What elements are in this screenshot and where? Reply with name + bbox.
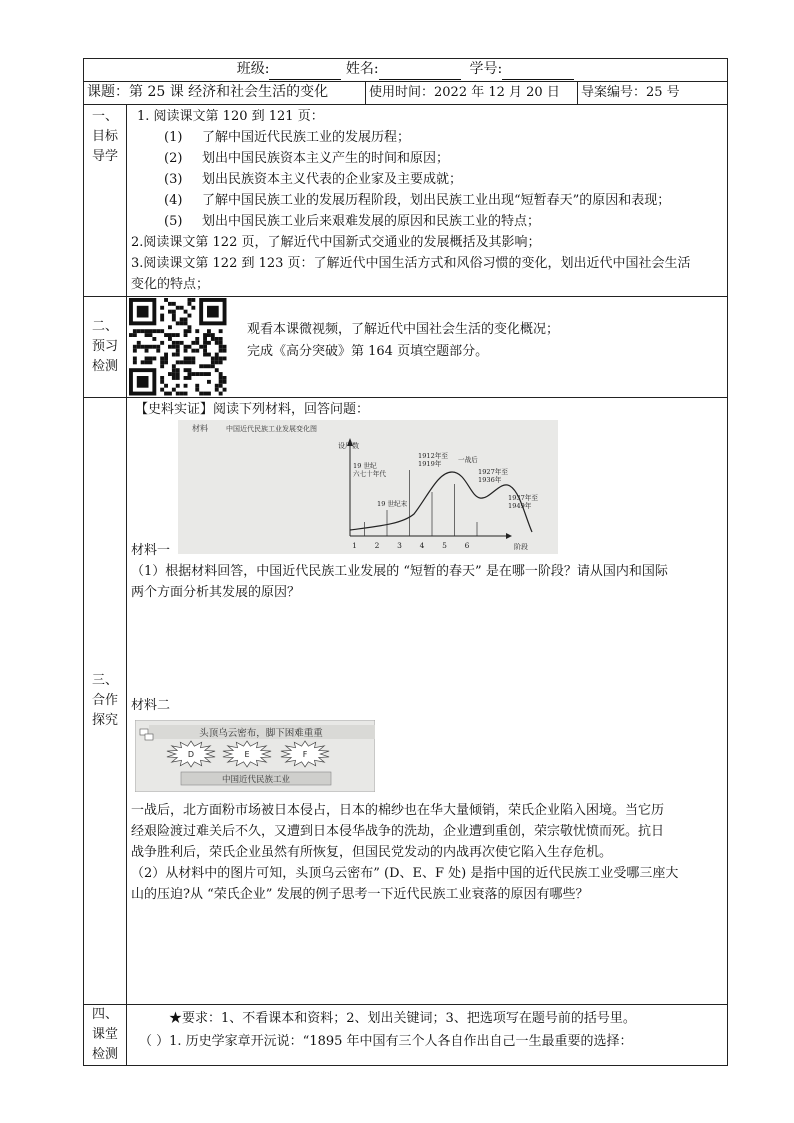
qr-code-icon[interactable] xyxy=(127,297,229,397)
section-4-label-line2: 检测 xyxy=(91,1047,118,1062)
material-2-label: 材料二 xyxy=(131,698,171,713)
chart-material-label: 材料 xyxy=(192,424,208,433)
section-1-label xyxy=(84,105,127,297)
q1-line2: 两个方面分析其发展的原因？ xyxy=(131,585,301,600)
q2-answer-space[interactable] xyxy=(131,905,723,993)
section-1-label-num: 一、 xyxy=(91,109,118,124)
banner-image xyxy=(135,720,375,792)
x-tick-label: 5 xyxy=(442,541,447,550)
s2-line2: 完成《高分突破》第 164 页填空题部分。 xyxy=(247,344,489,359)
s1-item2: 2.阅读课文第 122 页，了解近代中国新式交通业的发展概括及其影响； xyxy=(131,235,541,250)
chart-annotation: 一战后 xyxy=(458,456,478,464)
banner-bottom-text: 中国近代民族工业 xyxy=(221,775,291,785)
section-1-label-line2: 导学 xyxy=(91,149,118,164)
chart-annotation: 19 世纪末 xyxy=(377,500,408,508)
guide-code: 导案编号：25 号 xyxy=(578,82,728,105)
x-axis-label: 阶段 xyxy=(514,543,528,551)
section-2-content xyxy=(127,297,728,398)
section-4-label xyxy=(84,1005,127,1066)
section-4-label-num: 四、 xyxy=(91,1007,118,1022)
s3-intro: 【史料实证】阅读下列材料，回答问题： xyxy=(135,402,370,417)
banner-letter: E xyxy=(244,750,250,759)
banner-svg xyxy=(135,720,375,792)
x-tick-label: 2 xyxy=(374,541,380,550)
s1-subitem: (1) 了解中国近代民族工业的发展历程； xyxy=(164,130,411,145)
section-1-label-line1: 目标 xyxy=(91,129,118,144)
student-info-row xyxy=(84,59,728,82)
class-field[interactable] xyxy=(269,65,341,80)
student-id-field[interactable] xyxy=(502,65,574,80)
s1-subitem: (3) 划出民族资本主义代表的企业家及主要成就； xyxy=(164,172,463,187)
section-3-label xyxy=(84,398,127,1005)
name-label: 姓名: xyxy=(345,61,379,77)
s1-subitem: (2) 划出中国民族资本主义产生的时间和原因； xyxy=(164,151,450,166)
x-tick-label: 3 xyxy=(397,541,402,550)
class-label: 班级: xyxy=(236,61,270,77)
q2-line1: （2）从材料中的图片可知，头顶乌云密布” (D、E、F 处) 是指中国的近代民族工业受哪三座大 xyxy=(131,866,679,881)
x-tick-label: 1 xyxy=(352,541,357,550)
para-line: 一战后，北方面粉市场被日本侵占，日本的棉纱也在华大量倾销，荣氏企业陷入困境。当它历 xyxy=(131,803,665,818)
section-3-label-line1: 合作 xyxy=(91,693,118,708)
chart-title: 中国近代民族工业发展变化图 xyxy=(226,425,317,433)
s1-item1-title: 1. 阅读课文第 120 到 121 页： xyxy=(137,109,324,124)
industry-chart xyxy=(178,420,558,554)
banner-letter: D xyxy=(187,750,195,759)
lesson-topic: 课题：第 25 课 经济和社会生活的变化 xyxy=(84,82,366,105)
q1-answer-space[interactable] xyxy=(131,603,723,695)
x-tick-label: 6 xyxy=(464,541,470,550)
chart-annotation: 1937年至 1949年 xyxy=(508,494,538,510)
s1-item3-line1: 3.阅读课文第 122 到 123 页：了解近代中国生活方式和风俗习惯的变化，划出近代中国社会生活 xyxy=(131,256,691,271)
industry-chart-svg xyxy=(178,420,558,554)
section-2-label-num: 二、 xyxy=(91,319,118,334)
x-tick-label: 4 xyxy=(419,541,425,550)
material-1-label: 材料一 xyxy=(131,543,171,558)
section-2-label-line1: 预习 xyxy=(91,339,118,354)
section-3-content xyxy=(127,398,728,1005)
section-4-content xyxy=(127,1005,728,1066)
s2-line1: 观看本课微视频，了解近代中国社会生活的变化概况； xyxy=(247,322,560,337)
section-4-label-line1: 课堂 xyxy=(91,1027,118,1042)
q1-line1: （1）根据材料回答，中国近代民族工业发展的 “短暂的春天” 是在哪一阶段？请从国内和国际 xyxy=(131,564,668,579)
banner-top-text: 头顶乌云密布，脚下困难重重 xyxy=(199,728,323,739)
q2-line2: 山的压迫?从 “荣氏企业” 发展的例子思考一下近代民族工业衰落的原因有哪些？ xyxy=(131,887,589,902)
chart-annotation: 19 世纪六七十年代 xyxy=(353,462,386,478)
usage-time: 使用时间：2022 年 12 月 20 日 xyxy=(366,82,578,105)
worksheet xyxy=(83,58,727,1066)
chart-annotation: 1912年至 1919年 xyxy=(418,452,448,468)
banner-letter: F xyxy=(302,750,308,759)
section-2-label-line2: 检测 xyxy=(91,359,118,374)
section-3-label-line2: 探究 xyxy=(91,713,118,728)
y-axis-label: 设厂数 xyxy=(338,442,359,450)
worksheet-table xyxy=(83,58,728,1066)
section-2-label xyxy=(84,297,127,398)
s1-subitem: (4) 了解中国民族工业的发展历程阶段，划出民族工业出现“短暂春天”的原因和表现； xyxy=(164,193,671,208)
s4-question-1[interactable]: （ ）1. 历史学家章开沅说：“1895 年中国有三个人各自作出自己一生最重要的选择： xyxy=(139,1034,633,1049)
name-field[interactable] xyxy=(379,65,461,80)
section-3-label-num: 三、 xyxy=(91,673,118,688)
section-1-content xyxy=(127,105,728,297)
s4-requirement: ★要求：1、不看课本和资料；2、划出关键词；3、把选项写在题号前的括号里。 xyxy=(169,1011,636,1026)
student-id-label: 学号: xyxy=(469,61,503,77)
s1-subitem: (5) 划出中国民族工业后来艰难发展的原因和民族工业的特点； xyxy=(164,214,541,229)
material-2-paragraph xyxy=(131,800,723,863)
chart-annotation: 1927年至 1936年 xyxy=(478,468,508,484)
para-line: 经艰险渡过难关后不久，又遭到日本侵华战争的洗劫，企业遭到重创，荣宗敬忧愤而死。抗日 xyxy=(131,824,665,839)
para-line: 战争胜利后，荣氏企业虽然有所恢复，但国民党发动的内战再次使它陷入生存危机。 xyxy=(131,845,613,860)
s1-item3-line2: 变化的特点； xyxy=(131,277,210,292)
